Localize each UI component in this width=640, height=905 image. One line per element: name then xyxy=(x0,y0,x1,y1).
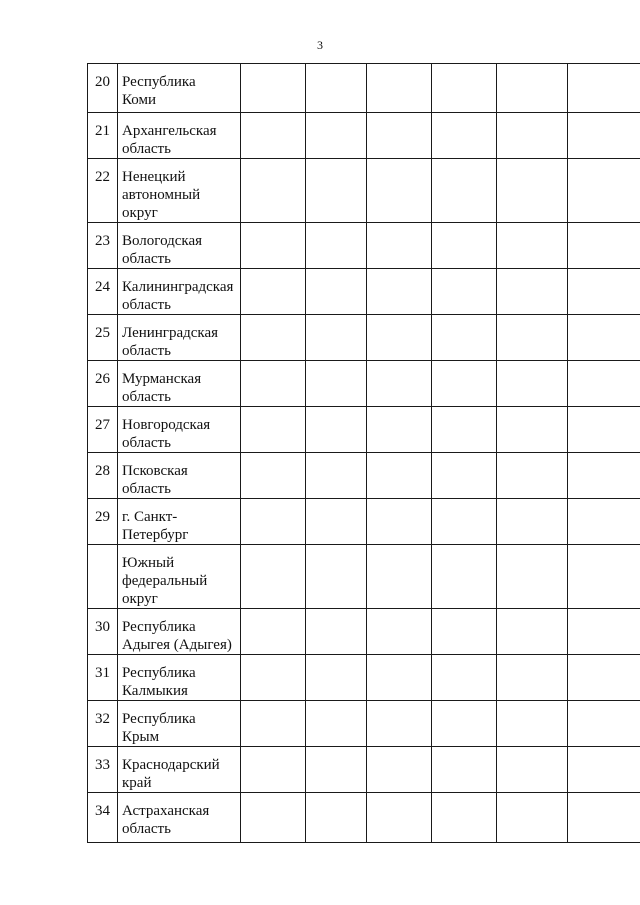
row-number-cell: 31 xyxy=(88,655,118,701)
empty-cell xyxy=(367,747,432,793)
row-number-cell: 28 xyxy=(88,453,118,499)
empty-cell xyxy=(241,655,306,701)
table-row xyxy=(88,701,640,747)
row-number-cell: 26 xyxy=(88,361,118,407)
empty-cell xyxy=(432,159,497,223)
table-row xyxy=(88,159,640,223)
empty-cell xyxy=(497,609,568,655)
empty-cell xyxy=(568,747,640,793)
empty-cell xyxy=(497,747,568,793)
region-name-cell: Ленинградская область xyxy=(118,315,241,361)
empty-cell xyxy=(241,545,306,609)
table-row xyxy=(88,655,640,701)
empty-cell xyxy=(241,223,306,269)
region-name-cell: Ненецкий автономный округ xyxy=(118,159,241,223)
empty-cell xyxy=(367,223,432,269)
empty-cell xyxy=(367,793,432,843)
empty-cell xyxy=(241,701,306,747)
empty-cell xyxy=(241,113,306,159)
table-row xyxy=(88,361,640,407)
empty-cell xyxy=(306,793,367,843)
empty-cell xyxy=(568,361,640,407)
empty-cell xyxy=(432,453,497,499)
empty-cell xyxy=(241,793,306,843)
table-row xyxy=(88,113,640,159)
empty-cell xyxy=(241,407,306,453)
table-row xyxy=(88,407,640,453)
empty-cell xyxy=(568,453,640,499)
empty-cell xyxy=(568,64,640,113)
empty-cell xyxy=(497,793,568,843)
empty-cell xyxy=(306,609,367,655)
empty-cell xyxy=(306,453,367,499)
empty-cell xyxy=(306,361,367,407)
table-row xyxy=(88,609,640,655)
region-name-cell: Псковская область xyxy=(118,453,241,499)
empty-cell xyxy=(432,315,497,361)
region-name-cell: Республика Коми xyxy=(118,64,241,113)
table-row xyxy=(88,545,640,609)
row-number-cell: 29 xyxy=(88,499,118,545)
regions-table xyxy=(87,63,640,843)
table-row xyxy=(88,793,640,843)
row-number-cell xyxy=(88,545,118,609)
empty-cell xyxy=(432,499,497,545)
empty-cell xyxy=(568,701,640,747)
empty-cell xyxy=(241,499,306,545)
empty-cell xyxy=(568,609,640,655)
region-name-cell: Южный федеральный округ xyxy=(118,545,241,609)
region-name-cell: Мурманская область xyxy=(118,361,241,407)
empty-cell xyxy=(432,64,497,113)
empty-cell xyxy=(568,793,640,843)
empty-cell xyxy=(497,269,568,315)
row-number-cell: 30 xyxy=(88,609,118,655)
empty-cell xyxy=(367,113,432,159)
row-number-cell: 24 xyxy=(88,269,118,315)
empty-cell xyxy=(241,269,306,315)
empty-cell xyxy=(306,315,367,361)
table-row xyxy=(88,64,640,113)
empty-cell xyxy=(497,545,568,609)
empty-cell xyxy=(432,609,497,655)
empty-cell xyxy=(367,499,432,545)
region-name-cell: г. Санкт- Петербург xyxy=(118,499,241,545)
table-row xyxy=(88,315,640,361)
empty-cell xyxy=(497,499,568,545)
empty-cell xyxy=(497,655,568,701)
empty-cell xyxy=(497,159,568,223)
row-number-cell: 34 xyxy=(88,793,118,843)
empty-cell xyxy=(568,315,640,361)
empty-cell xyxy=(568,499,640,545)
empty-cell xyxy=(568,223,640,269)
region-name-cell: Вологодская область xyxy=(118,223,241,269)
empty-cell xyxy=(432,113,497,159)
empty-cell xyxy=(568,269,640,315)
empty-cell xyxy=(306,269,367,315)
empty-cell xyxy=(367,64,432,113)
empty-cell xyxy=(568,113,640,159)
empty-cell xyxy=(568,545,640,609)
empty-cell xyxy=(367,453,432,499)
empty-cell xyxy=(367,545,432,609)
empty-cell xyxy=(241,453,306,499)
empty-cell xyxy=(367,361,432,407)
empty-cell xyxy=(497,113,568,159)
empty-cell xyxy=(306,701,367,747)
empty-cell xyxy=(568,407,640,453)
region-name-cell: Краснодарский край xyxy=(118,747,241,793)
empty-cell xyxy=(367,407,432,453)
row-number-cell: 23 xyxy=(88,223,118,269)
empty-cell xyxy=(241,747,306,793)
row-number-cell: 32 xyxy=(88,701,118,747)
empty-cell xyxy=(568,655,640,701)
empty-cell xyxy=(432,655,497,701)
empty-cell xyxy=(306,159,367,223)
empty-cell xyxy=(432,361,497,407)
region-name-cell: Республика Крым xyxy=(118,701,241,747)
empty-cell xyxy=(367,159,432,223)
empty-cell xyxy=(306,407,367,453)
empty-cell xyxy=(432,407,497,453)
region-name-cell: Республика Адыгея (Адыгея) xyxy=(118,609,241,655)
row-number-cell: 20 xyxy=(88,64,118,113)
empty-cell xyxy=(367,701,432,747)
empty-cell xyxy=(241,315,306,361)
region-name-cell: Новгородская область xyxy=(118,407,241,453)
empty-cell xyxy=(306,113,367,159)
table-row xyxy=(88,223,640,269)
empty-cell xyxy=(497,701,568,747)
row-number-cell: 25 xyxy=(88,315,118,361)
empty-cell xyxy=(367,609,432,655)
empty-cell xyxy=(497,453,568,499)
empty-cell xyxy=(241,361,306,407)
row-number-cell: 21 xyxy=(88,113,118,159)
empty-cell xyxy=(306,64,367,113)
empty-cell xyxy=(432,747,497,793)
page-number: 3 xyxy=(317,38,323,52)
empty-cell xyxy=(497,223,568,269)
empty-cell xyxy=(432,701,497,747)
empty-cell xyxy=(432,223,497,269)
table-row xyxy=(88,453,640,499)
empty-cell xyxy=(306,223,367,269)
empty-cell xyxy=(367,315,432,361)
empty-cell xyxy=(432,793,497,843)
empty-cell xyxy=(306,655,367,701)
empty-cell xyxy=(241,159,306,223)
empty-cell xyxy=(497,361,568,407)
row-number-cell: 33 xyxy=(88,747,118,793)
empty-cell xyxy=(432,545,497,609)
empty-cell xyxy=(241,64,306,113)
empty-cell xyxy=(497,407,568,453)
empty-cell xyxy=(367,655,432,701)
empty-cell xyxy=(306,747,367,793)
empty-cell xyxy=(367,269,432,315)
row-number-cell: 22 xyxy=(88,159,118,223)
empty-cell xyxy=(241,609,306,655)
region-name-cell: Астраханская область xyxy=(118,793,241,843)
region-name-cell: Архангельская область xyxy=(118,113,241,159)
empty-cell xyxy=(497,315,568,361)
region-name-cell: Республика Калмыкия xyxy=(118,655,241,701)
empty-cell xyxy=(568,159,640,223)
empty-cell xyxy=(432,269,497,315)
table-row xyxy=(88,499,640,545)
empty-cell xyxy=(497,64,568,113)
empty-cell xyxy=(306,499,367,545)
table-row xyxy=(88,747,640,793)
empty-cell xyxy=(306,545,367,609)
table-row xyxy=(88,269,640,315)
region-name-cell: Калининградская область xyxy=(118,269,241,315)
row-number-cell: 27 xyxy=(88,407,118,453)
